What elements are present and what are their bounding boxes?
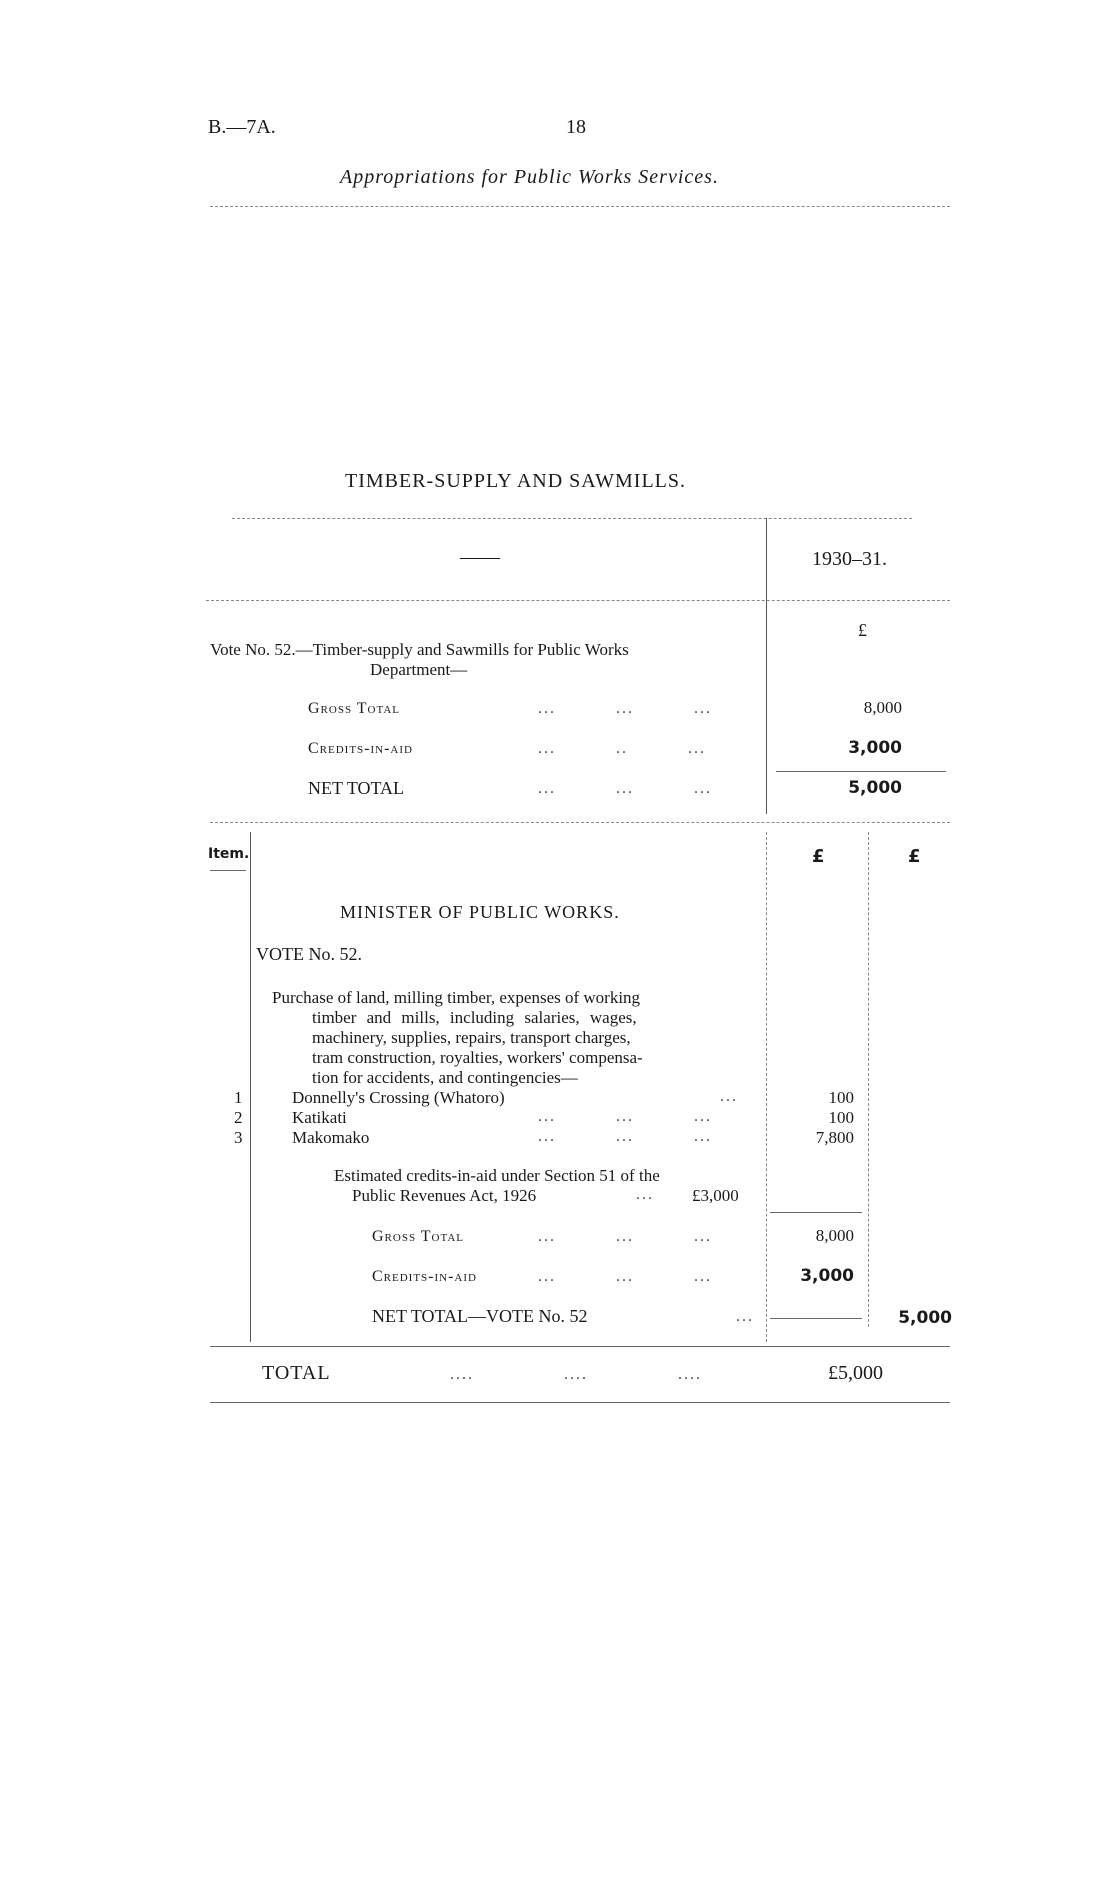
summary-bottom-rule (210, 822, 950, 823)
credits-note-dots: ... (636, 1186, 654, 1203)
summary-gross-label: Gross Total (308, 700, 401, 717)
item-column-header: Item. (208, 846, 250, 862)
grand-total-dots: .... .... .... (450, 1366, 702, 1383)
grand-total-label: TOTAL (262, 1362, 331, 1384)
minister-heading: MINISTER OF PUBLIC WORKS. (340, 902, 620, 922)
item-number: 2 (234, 1108, 243, 1127)
credits-note-line2: Public Revenues Act, 1926 (352, 1186, 537, 1205)
summary-credits-label: Credits-in-aid (308, 740, 413, 757)
summary-subtotal-rule (776, 771, 946, 772)
detail-bottom-rule (210, 1346, 950, 1347)
page-subtitle: Appropriations for Public Works Services. (340, 166, 719, 188)
item-value: 100 (828, 1088, 854, 1107)
document-code: B.—7A. (208, 116, 276, 138)
item-dots: ... ... ... (538, 1128, 712, 1145)
summary-top-rule (232, 518, 912, 519)
detail-currency-1: £ (812, 846, 825, 867)
detail-credits-label: Credits-in-aid (372, 1268, 477, 1285)
credits-note-line1: Estimated credits-in-aid under Section 51 of the (334, 1166, 660, 1185)
summary-blank-header: —— (460, 546, 500, 568)
detail-net-label: NET TOTAL—VOTE No. 52 (372, 1306, 588, 1326)
summary-year-header: 1930–31. (812, 548, 887, 570)
item-value: 100 (828, 1108, 854, 1127)
summary-header-rule (206, 600, 950, 601)
page-number: 18 (566, 116, 586, 138)
detail-credits-dots: ... ... ... (538, 1268, 712, 1285)
summary-currency: £ (858, 620, 867, 640)
item-name: Katikati (292, 1108, 347, 1127)
header-rule (210, 206, 950, 207)
summary-net-dots: ... ... ... (538, 780, 712, 797)
item-name: Makomako (292, 1128, 370, 1147)
vote-heading: VOTE No. 52. (256, 944, 362, 964)
detail-net-dots: ... (736, 1308, 754, 1325)
summary-gross-value: 8,000 (863, 698, 902, 717)
items-subtotal-rule (770, 1212, 862, 1213)
purpose-line-5: tion for accidents, and contingencies— (312, 1068, 578, 1087)
summary-credits-value: 3,000 (848, 738, 902, 758)
purpose-line-2: timber and mills, including salaries, wages, (312, 1008, 637, 1027)
item-value: 7,800 (815, 1128, 854, 1147)
vote-description-line2: Department— (370, 660, 468, 679)
summary-net-label: NET TOTAL (308, 778, 405, 798)
detail-col2-divider (868, 832, 869, 1327)
purpose-line-4: tram construction, royalties, workers' compensa- (312, 1048, 643, 1067)
purpose-line-1: Purchase of land, milling timber, expenses of working (272, 988, 641, 1007)
vote-description-line1: Vote No. 52.—Timber-supply and Sawmills for Public Works (210, 640, 629, 659)
section-title: TIMBER-SUPPLY AND SAWMILLS. (345, 470, 687, 492)
grand-total-value: £5,000 (828, 1362, 883, 1384)
detail-credits-value: 3,000 (800, 1266, 854, 1286)
item-name: Donnelly's Crossing (Whatoro) (292, 1088, 505, 1107)
detail-gross-value: 8,000 (815, 1226, 854, 1245)
item-dots: ... (720, 1088, 738, 1105)
summary-column-divider (766, 518, 767, 814)
detail-gross-dots: ... ... ... (538, 1228, 712, 1245)
detail-currency-2: £ (908, 846, 921, 867)
summary-gross-dots: ... ... ... (538, 700, 712, 717)
detail-item-column-divider (250, 832, 251, 1342)
item-header-rule (210, 870, 246, 871)
purpose-line-3: machinery, supplies, repairs, transport charges, (312, 1028, 631, 1047)
summary-net-value: 5,000 (848, 778, 902, 798)
item-dots: ... ... ... (538, 1108, 712, 1125)
summary-credits-dots: ... .. ... (538, 740, 706, 757)
detail-gross-label: Gross Total (372, 1228, 465, 1245)
footer-rule (210, 1402, 950, 1403)
detail-net-rule (770, 1318, 862, 1319)
item-number: 3 (234, 1128, 243, 1147)
detail-col1-divider (766, 832, 767, 1342)
item-number: 1 (234, 1088, 243, 1107)
credits-note-amount: £3,000 (692, 1186, 739, 1205)
detail-net-value: 5,000 (898, 1308, 952, 1328)
